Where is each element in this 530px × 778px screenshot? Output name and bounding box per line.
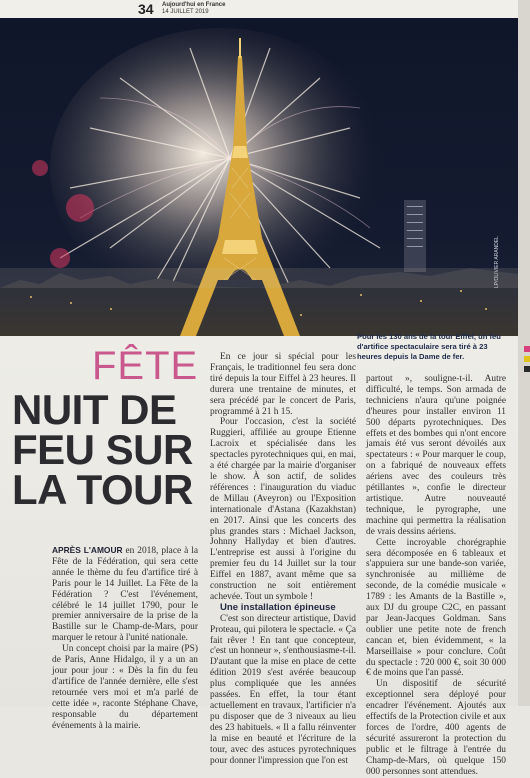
page-number: 34 [138, 1, 154, 17]
headline-line: FEU SUR [12, 426, 193, 473]
section-subhead: Une installation épineuse [220, 601, 336, 613]
eiffel-fireworks-photo [0, 18, 518, 336]
paragraph: En ce jour si spécial pour les Français, le traditionnel feu sera donc tiré depuis la tour Eiffel à 23 heures. Il durera une trentaine de minutes, et sera précédé par le concert de Paris, programmé à 21 h 15. [210, 352, 356, 417]
masthead: Aujourd'hui en France [162, 2, 226, 8]
paragraph: C'est son directeur artistique, David Proteau, qui pilotera le spectacle. « Ça fait rêver ! En tant que concepteur, c'est un honneur », s'enthousiasme-t-il. D'autant que la mise en place de cette édition 2019 s'est avérée beaucoup plus compliquée que les années passées. En effet, la tour étant actuellement en travaux, l'artificier n'a pu disposer que de 3 niveaux au lieu des 23 habituels. « Il a fallu réinventer la mise en beauté et l'écriture de la tour, avec des astuces pyrotechniques pour donner l'impression que l'on est [210, 613, 356, 766]
headline-kicker: FÊTE [92, 344, 199, 388]
paragraph: en 2018, place à la Fête de la Fédération, qui sera cette année le thème du feu d'artifice tiré à Paris pour le 14 Juillet. La Fête de la Fédération ? C'est l'événement, célébré le 14 juillet 1790, pour le premier anniversaire de la prise de la Bastille sur le Champ-de-Mars, pour marquer le retour à l'unité nationale. [52, 546, 198, 644]
photo-credit: LP/OLIVIER ARANDEL [494, 236, 500, 288]
paragraph: partout », souligne-t-il. Autre difficulté, le temps. Son armada de techniciens n'aura qu'une poignée d'heures pour installer environ 11 500 départs pyrotechniques. Des effets et des bombes qui n'ont encore jamais été vus seront dévoilés aux spectateurs : « Pour marquer le coup, on a fabriqué de nouveaux effets aériens avec des couleurs très pétillantes », confie le directeur artistique. Autre nouveauté technique, le pyrographe, une machine qui permettra la réalisation de vrais dessins aériens. [366, 374, 506, 537]
article-column-3 [366, 374, 506, 778]
issue-date: 14 JUILLET 2019 [162, 9, 209, 15]
article-column-2 [210, 352, 356, 766]
paragraph: Pour l'occasion, c'est la société Ruggieri, affiliée au groupe Etienne Lacroix et spécialisée dans les spectacles pyrotechniques qui, en mai, a été chargée par la mairie d'organiser le show. À son actif, de solides références : l'inauguration du viaduc de Millau (Aveyron) ou l'Exposition internationale d'Astana (Kazakhstan) en 2017. Ainsi que les concerts des plus grandes stars : Michael Jackson, Johnny Hallyday et bien d'autres. L'entreprise est aussi à l'origine du premier feu du 14 Juillet sur la tour Eiffel en 1887, avant même que sa construction ne soit entièrement achevée. Tout un symbole ! [210, 417, 356, 602]
headline-line: LA TOUR [12, 466, 193, 513]
article-column-1 [52, 545, 198, 731]
paragraph: Un concept choisi par la maire (PS) de Paris, Anne Hidalgo, il y a un an jour pour jour : « Dès la fin du feu d'artifice de l'année dernière, elle s'est retournée vers moi et m'a parlé de cette idée », raconte Stéphane Chave, responsable du département événements à la mairie. [52, 644, 198, 731]
print-mark [524, 346, 530, 352]
paragraph: Cette incroyable chorégraphie sera décomposée en 6 tableaux et s'appuiera sur une bande-son variée, synchronisée au millième de seconde, de la comédie musicale « 1789 : les Amants de la Bastille », aux DJ du groupe C2C, en passant par Jean-Jacques Goldman. Sans oublier une petite note de french cancan et, bien évidemment, « la Marseillaise » pour conclure. Coût du spectacle : 720 000 €, soit 30 000 € de moins que l'an passé. [366, 537, 506, 679]
fireworks-illustration [0, 18, 518, 336]
headline-line: NUIT DE [12, 386, 177, 433]
print-mark [524, 356, 530, 362]
photo-caption: Pour les 130 ans de la tour Eiffel, un feu d'artifice spectaculaire sera tiré à 23 heures depuis la Dame de fer. [357, 332, 501, 361]
headline [12, 386, 212, 513]
lead-in: APRÈS L'AMOUR [52, 545, 123, 555]
paragraph: Un dispositif de sécurité exceptionnel sera déployé pour encadrer l'événement. Ajoutés aux effectifs de la Protection civile et aux forces de l'ordre, 400 agents de sécurité assureront la protection du public et le filtrage à l'entrée du Champ-de-Mars, où quelque 150 000 personnes sont attendues. [366, 679, 506, 777]
adjacent-page-edge [518, 0, 530, 706]
print-mark [524, 366, 530, 372]
